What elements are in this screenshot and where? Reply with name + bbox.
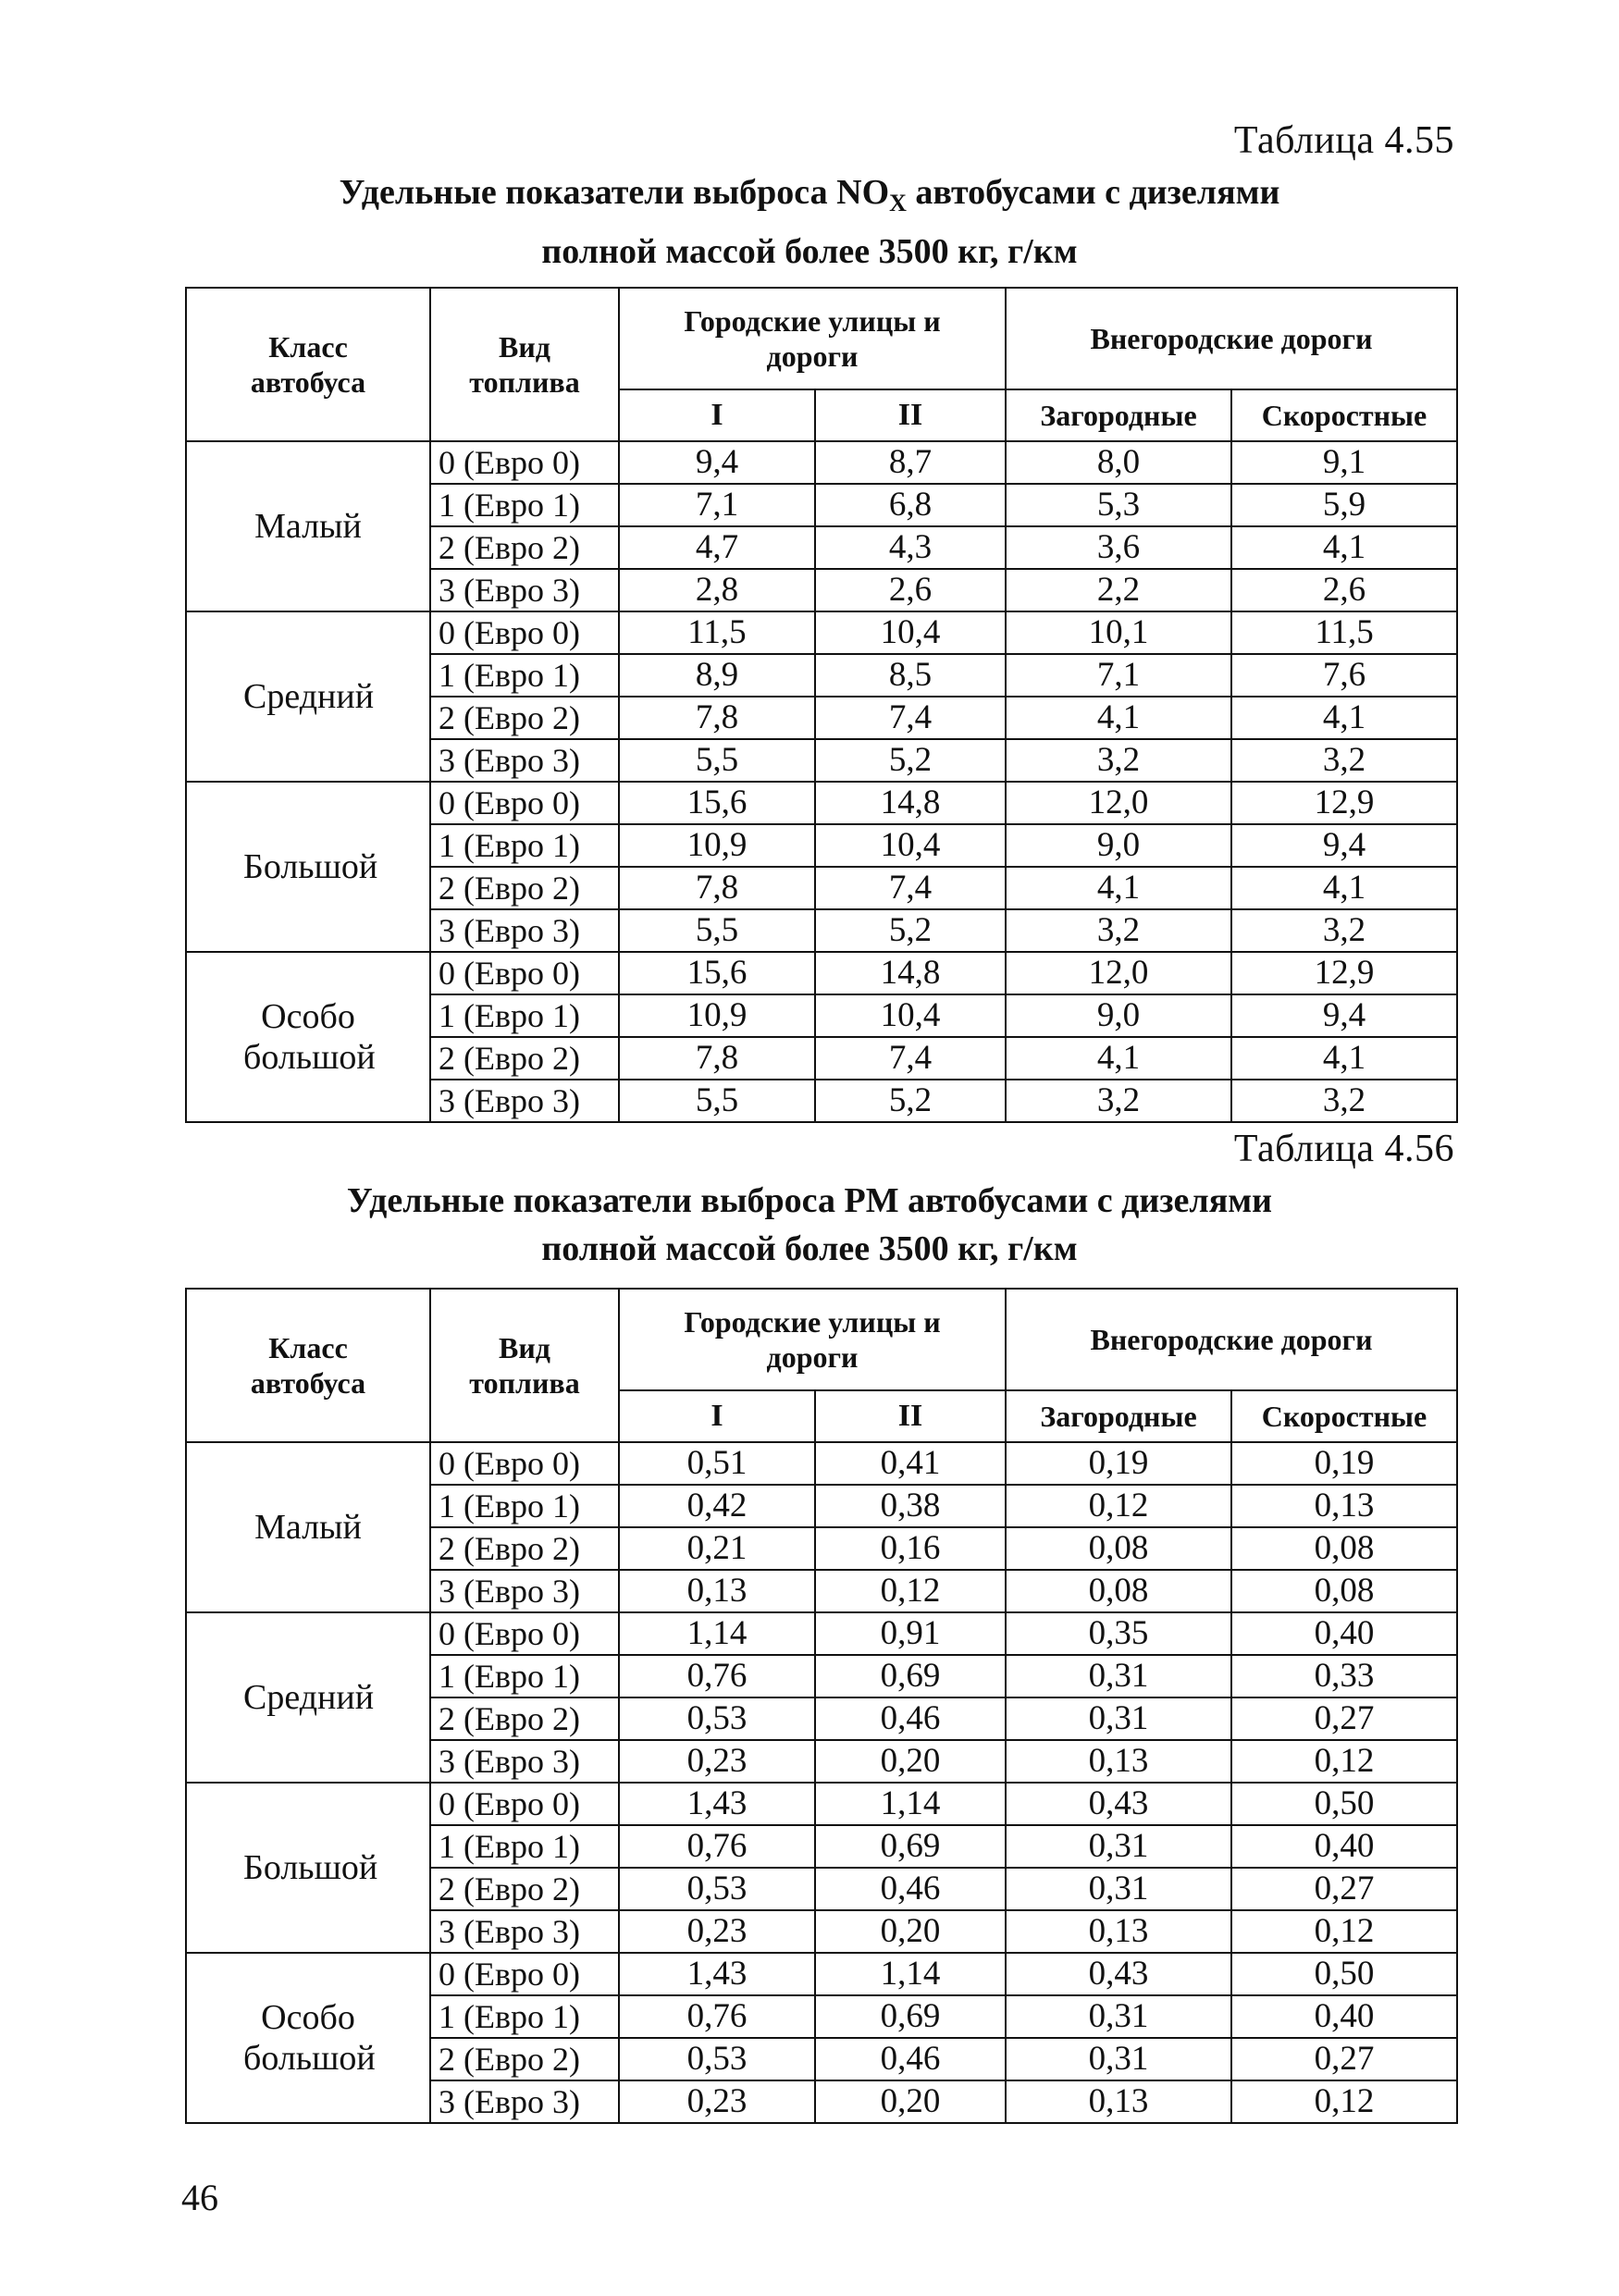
value-cell: 3,2 [1231,1080,1457,1122]
value-cell: 0,76 [619,1655,815,1697]
value-cell: 0,69 [815,1995,1006,2038]
header-bus-class: Класс автобуса [186,1289,430,1442]
value-cell: 0,13 [1006,1740,1231,1783]
value-cell: 0,23 [619,1910,815,1953]
bus-class-label: Средний [243,1678,375,1717]
value-cell: 0,27 [1231,1697,1457,1740]
table-title [0,1177,1619,1273]
bus-class-label: Большой [243,847,378,886]
page-number: 46 [181,2177,218,2218]
value-cell: 0,42 [619,1485,815,1527]
value-cell: 3,2 [1231,739,1457,782]
value-cell: 0,13 [1006,1910,1231,1953]
value-cell: 7,4 [815,697,1006,739]
fuel-type-cell: 0 (Евро 0) [430,1612,619,1655]
table-number: Таблица 4.55 [1233,119,1454,162]
value-cell: 7,1 [1006,654,1231,697]
title-text: автобусами с дизелями [906,173,1280,212]
value-cell: 5,5 [619,1080,815,1122]
value-cell: 0,13 [1006,2080,1231,2123]
bus-class-cell [186,952,430,1122]
value-cell: 0,27 [1231,1868,1457,1910]
fuel-type-cell: 1 (Евро 1) [430,484,619,526]
value-cell: 0,20 [815,1740,1006,1783]
header-city-ii: II [815,389,1006,441]
value-cell: 0,27 [1231,2038,1457,2080]
fuel-type-cell: 2 (Евро 2) [430,2038,619,2080]
fuel-type-cell: 1 (Евро 1) [430,654,619,697]
value-cell: 4,1 [1231,526,1457,569]
header-city-roads: Городские улицы и дороги [619,288,1006,389]
value-cell: 10,9 [619,994,815,1037]
value-cell: 4,1 [1231,867,1457,909]
value-cell: 0,40 [1231,1995,1457,2038]
bus-class-label: Малый [254,507,362,546]
value-cell: 4,1 [1231,697,1457,739]
value-cell: 0,31 [1006,2038,1231,2080]
value-cell: 9,4 [619,441,815,484]
value-cell: 0,43 [1006,1953,1231,1995]
fuel-type-cell: 2 (Евро 2) [430,1697,619,1740]
bus-class-cell [186,1953,430,2123]
value-cell: 0,31 [1006,1995,1231,2038]
value-cell: 10,9 [619,824,815,867]
value-cell: 0,16 [815,1527,1006,1570]
fuel-type-cell: 1 (Евро 1) [430,1485,619,1527]
value-cell: 0,76 [619,1995,815,2038]
value-cell: 4,1 [1231,1037,1457,1080]
value-cell: 3,2 [1006,909,1231,952]
value-cell: 0,13 [619,1570,815,1612]
value-cell: 3,2 [1231,909,1457,952]
value-cell: 0,08 [1231,1527,1457,1570]
bus-class-label: Малый [254,1508,362,1547]
value-cell: 0,31 [1006,1697,1231,1740]
fuel-type-cell: 1 (Евро 1) [430,1655,619,1697]
value-cell: 0,51 [619,1442,815,1485]
value-cell: 10,4 [815,611,1006,654]
value-cell: 0,53 [619,2038,815,2080]
value-cell: 12,0 [1006,952,1231,994]
value-cell: 1,14 [815,1783,1006,1825]
fuel-type-cell: 1 (Евро 1) [430,824,619,867]
header-country: Загородные [1006,389,1231,441]
value-cell: 6,8 [815,484,1006,526]
value-cell: 0,35 [1006,1612,1231,1655]
bus-class-cell [186,782,430,952]
table-row [186,782,1457,824]
value-cell: 0,31 [1006,1868,1231,1910]
table-row [186,1783,1457,1825]
value-cell: 1,43 [619,1953,815,1995]
value-cell: 5,3 [1006,484,1231,526]
fuel-type-cell: 2 (Евро 2) [430,697,619,739]
fuel-type-cell: 3 (Евро 3) [430,739,619,782]
table-row [186,1442,1457,1485]
table-row [186,1612,1457,1655]
fuel-type-cell: 1 (Евро 1) [430,1825,619,1868]
value-cell: 9,0 [1006,994,1231,1037]
fuel-type-cell: 1 (Евро 1) [430,994,619,1037]
value-cell: 0,20 [815,1910,1006,1953]
value-cell: 15,6 [619,952,815,994]
value-cell: 4,1 [1006,697,1231,739]
value-cell: 0,46 [815,2038,1006,2080]
value-cell: 10,4 [815,994,1006,1037]
table-row [186,1953,1457,1995]
value-cell: 0,46 [815,1868,1006,1910]
value-cell: 2,2 [1006,569,1231,611]
header-bus-class: Класс автобуса [186,288,430,441]
value-cell: 3,6 [1006,526,1231,569]
value-cell: 0,50 [1231,1953,1457,1995]
fuel-type-cell: 3 (Евро 3) [430,909,619,952]
value-cell: 8,7 [815,441,1006,484]
value-cell: 0,19 [1231,1442,1457,1485]
value-cell: 4,3 [815,526,1006,569]
fuel-type-cell: 2 (Евро 2) [430,867,619,909]
value-cell: 0,38 [815,1485,1006,1527]
value-cell: 8,0 [1006,441,1231,484]
emission-table-pm [185,1288,1458,2124]
value-cell: 5,2 [815,1080,1006,1122]
table-number: Таблица 4.56 [1233,1128,1454,1170]
table-row [186,611,1457,654]
header-suburban-roads: Внегородские дороги [1006,1289,1457,1390]
fuel-type-cell: 0 (Евро 0) [430,1442,619,1485]
value-cell: 4,7 [619,526,815,569]
fuel-type-cell: 3 (Евро 3) [430,2080,619,2123]
table-title-line-2: полной массой более 3500 кг, г/км [541,232,1078,271]
value-cell: 0,53 [619,1697,815,1740]
value-cell: 0,40 [1231,1612,1457,1655]
value-cell: 12,0 [1006,782,1231,824]
header-city-i: I [619,389,815,441]
value-cell: 7,8 [619,867,815,909]
value-cell: 0,12 [1006,1485,1231,1527]
fuel-type-cell: 3 (Евро 3) [430,569,619,611]
value-cell: 5,5 [619,909,815,952]
bus-class-label: Особо большой [243,997,376,1077]
fuel-type-cell: 3 (Евро 3) [430,1080,619,1122]
value-cell: 12,9 [1231,952,1457,994]
fuel-type-cell: 3 (Евро 3) [430,1570,619,1612]
value-cell: 0,21 [619,1527,815,1570]
value-cell: 2,6 [815,569,1006,611]
value-cell: 0,12 [1231,2080,1457,2123]
value-cell: 4,1 [1006,1037,1231,1080]
value-cell: 9,1 [1231,441,1457,484]
fuel-type-cell: 2 (Евро 2) [430,1037,619,1080]
fuel-type-cell: 3 (Евро 3) [430,1740,619,1783]
value-cell: 3,2 [1006,1080,1231,1122]
bus-class-cell [186,611,430,782]
table-title-line-1: Удельные показатели выброса PM автобусами с дизелями [346,1181,1273,1220]
value-cell: 14,8 [815,952,1006,994]
value-cell: 5,2 [815,909,1006,952]
value-cell: 0,43 [1006,1783,1231,1825]
value-cell: 1,43 [619,1783,815,1825]
value-cell: 0,19 [1006,1442,1231,1485]
value-cell: 0,08 [1006,1570,1231,1612]
value-cell: 0,33 [1231,1655,1457,1697]
value-cell: 0,53 [619,1868,815,1910]
value-cell: 0,08 [1231,1570,1457,1612]
value-cell: 0,41 [815,1442,1006,1485]
value-cell: 0,13 [1231,1485,1457,1527]
emission-table-nox [185,287,1458,1123]
value-cell: 8,5 [815,654,1006,697]
bus-class-cell [186,1442,430,1612]
value-cell: 2,8 [619,569,815,611]
value-cell: 1,14 [619,1612,815,1655]
value-cell: 11,5 [1231,611,1457,654]
value-cell: 0,23 [619,2080,815,2123]
table-row [186,952,1457,994]
header-highway: Скоростные [1231,1390,1457,1442]
table-title-line-1 [0,168,1619,228]
header-country: Загородные [1006,1390,1231,1442]
value-cell: 5,2 [815,739,1006,782]
bus-class-cell [186,1783,430,1953]
value-cell: 0,31 [1006,1825,1231,1868]
value-cell: 0,08 [1006,1527,1231,1570]
value-cell: 15,6 [619,782,815,824]
header-highway: Скоростные [1231,389,1457,441]
value-cell: 10,1 [1006,611,1231,654]
header-city-roads: Городские улицы и дороги [619,1289,1006,1390]
bus-class-label: Особо большой [243,1998,376,2078]
value-cell: 0,31 [1006,1655,1231,1697]
value-cell: 9,0 [1006,824,1231,867]
fuel-type-cell: 3 (Евро 3) [430,1910,619,1953]
value-cell: 0,20 [815,2080,1006,2123]
table-title-line-2: полной массой более 3500 кг, г/км [541,1229,1078,1268]
bus-class-cell [186,1612,430,1783]
fuel-type-cell: 1 (Евро 1) [430,1995,619,2038]
value-cell: 10,4 [815,824,1006,867]
value-cell: 5,9 [1231,484,1457,526]
value-cell: 7,8 [619,697,815,739]
value-cell: 0,76 [619,1825,815,1868]
fuel-type-cell: 0 (Евро 0) [430,611,619,654]
value-cell: 7,6 [1231,654,1457,697]
value-cell: 9,4 [1231,994,1457,1037]
fuel-type-cell: 2 (Евро 2) [430,1527,619,1570]
value-cell: 7,4 [815,867,1006,909]
fuel-type-cell: 0 (Евро 0) [430,782,619,824]
header-fuel-type: Вид топлива [430,1289,619,1442]
value-cell: 0,46 [815,1697,1006,1740]
value-cell: 1,14 [815,1953,1006,1995]
value-cell: 0,69 [815,1655,1006,1697]
bus-class-label: Большой [243,1848,378,1887]
table-title [0,168,1619,276]
value-cell: 0,69 [815,1825,1006,1868]
fuel-type-cell: 2 (Евро 2) [430,526,619,569]
value-cell: 7,1 [619,484,815,526]
value-cell: 0,40 [1231,1825,1457,1868]
value-cell: 4,1 [1006,867,1231,909]
header-fuel-type: Вид топлива [430,288,619,441]
value-cell: 3,2 [1006,739,1231,782]
header-city-ii: II [815,1390,1006,1442]
value-cell: 0,12 [1231,1910,1457,1953]
fuel-type-cell: 0 (Евро 0) [430,1783,619,1825]
table-row [186,441,1457,484]
value-cell: 5,5 [619,739,815,782]
value-cell: 9,4 [1231,824,1457,867]
bus-class-cell [186,441,430,611]
value-cell: 0,23 [619,1740,815,1783]
value-cell: 12,9 [1231,782,1457,824]
title-subscript: X [889,190,907,216]
fuel-type-cell: 0 (Евро 0) [430,1953,619,1995]
value-cell: 11,5 [619,611,815,654]
fuel-type-cell: 0 (Евро 0) [430,441,619,484]
value-cell: 2,6 [1231,569,1457,611]
fuel-type-cell: 0 (Евро 0) [430,952,619,994]
header-city-i: I [619,1390,815,1442]
title-text: Удельные показатели выброса NO [339,173,890,212]
value-cell: 14,8 [815,782,1006,824]
value-cell: 0,91 [815,1612,1006,1655]
value-cell: 7,8 [619,1037,815,1080]
value-cell: 0,12 [1231,1740,1457,1783]
header-suburban-roads: Внегородские дороги [1006,288,1457,389]
value-cell: 0,50 [1231,1783,1457,1825]
value-cell: 0,12 [815,1570,1006,1612]
value-cell: 8,9 [619,654,815,697]
bus-class-label: Средний [243,677,375,716]
value-cell: 7,4 [815,1037,1006,1080]
fuel-type-cell: 2 (Евро 2) [430,1868,619,1910]
